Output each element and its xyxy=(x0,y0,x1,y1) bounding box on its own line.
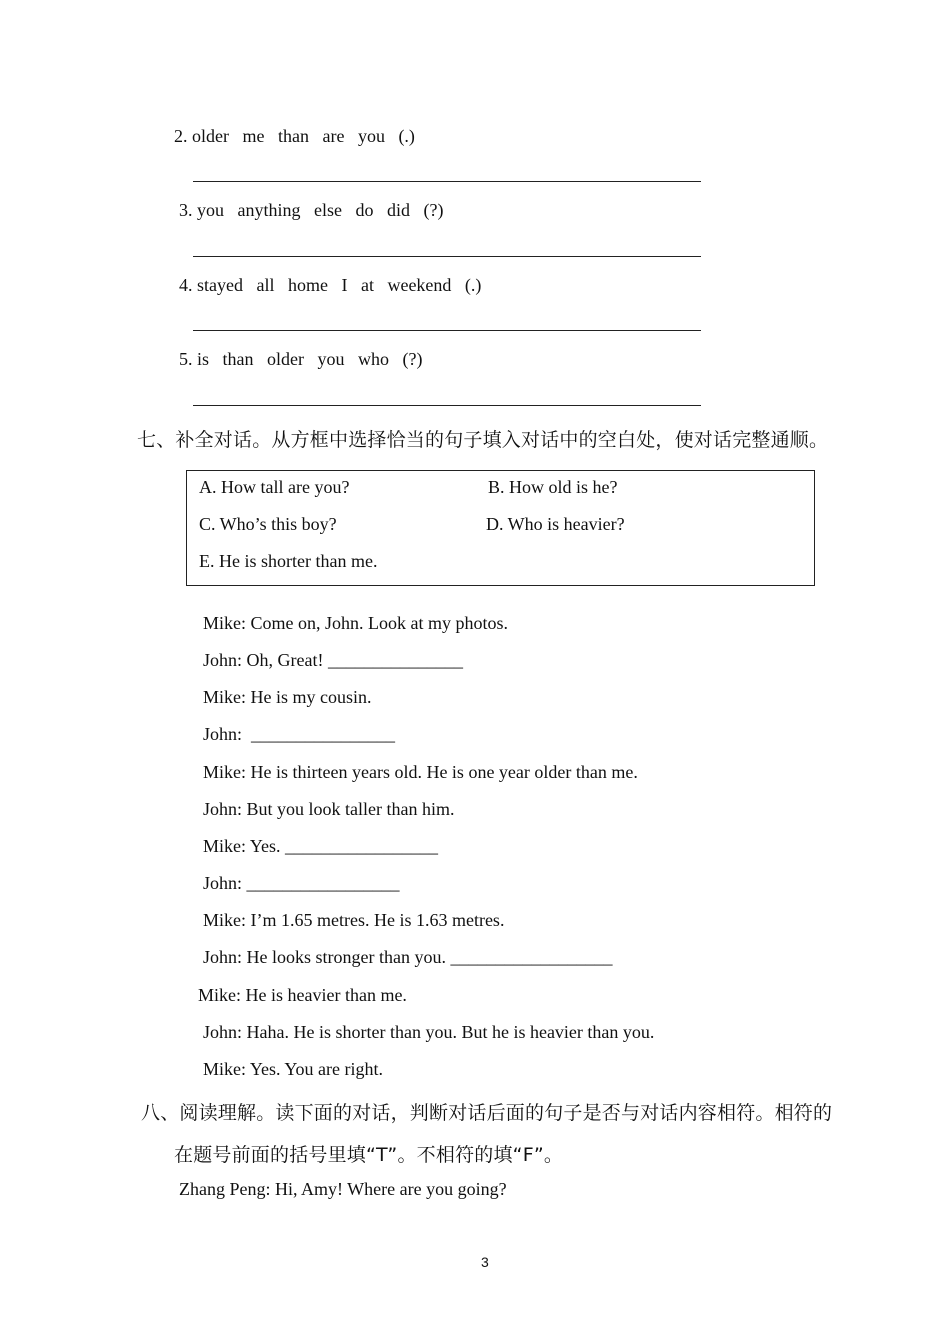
answer-line xyxy=(193,256,701,257)
option-item: A. How tall are you? xyxy=(199,477,350,497)
reorder-item: 4. stayed all home I at weekend (.) xyxy=(179,275,482,295)
answer-line xyxy=(193,181,701,182)
dialogue-line: John: ________________ xyxy=(203,724,396,744)
page-number: 3 xyxy=(481,1254,489,1270)
dialogue-line: John: But you look taller than him. xyxy=(203,799,455,819)
dialogue-line: Mike: He is heavier than me. xyxy=(198,985,407,1005)
dialogue-line: John: Haha. He is shorter than you. But he is heavier than you. xyxy=(203,1022,655,1042)
reorder-item: 3. you anything else do did (?) xyxy=(179,200,444,220)
option-item: D. Who is heavier? xyxy=(486,514,625,534)
dialogue-line: John: He looks stronger than you. __________________ xyxy=(203,947,613,967)
reorder-item: 5. is than older you who (?) xyxy=(179,349,423,369)
section-heading: 八、阅读理解。读下面的对话，判断对话后面的句子是否与对话内容相符。相符的 xyxy=(141,1102,833,1124)
answer-line xyxy=(193,330,701,331)
dialogue-line: Mike: Yes. You are right. xyxy=(203,1059,384,1079)
section-heading: 七、补全对话。从方框中选择恰当的句子填入对话中的空白处，使对话完整通顺。 xyxy=(137,429,829,451)
dialogue-line: Mike: Come on, John. Look at my photos. xyxy=(203,613,508,633)
option-item: B. How old is he? xyxy=(488,477,618,497)
dialogue-line: John: _________________ xyxy=(203,873,400,893)
dialogue-line: Zhang Peng: Hi, Amy! Where are you going? xyxy=(179,1179,507,1199)
answer-line xyxy=(193,405,701,406)
dialogue-line: Mike: I’m 1.65 metres. He is 1.63 metres. xyxy=(203,910,505,930)
option-item: C. Who’s this boy? xyxy=(199,514,337,534)
reorder-item: 2. older me than are you (.) xyxy=(174,126,415,146)
dialogue-line: Mike: Yes. _________________ xyxy=(203,836,439,856)
dialogue-line: Mike: He is my cousin. xyxy=(203,687,372,707)
dialogue-line: John: Oh, Great! _______________ xyxy=(203,650,463,670)
option-item: E. He is shorter than me. xyxy=(199,551,378,571)
section-heading-continued: 在题号前面的括号里填“T”。不相符的填“F”。 xyxy=(174,1144,564,1166)
dialogue-line: Mike: He is thirteen years old. He is one year older than me. xyxy=(203,762,638,782)
